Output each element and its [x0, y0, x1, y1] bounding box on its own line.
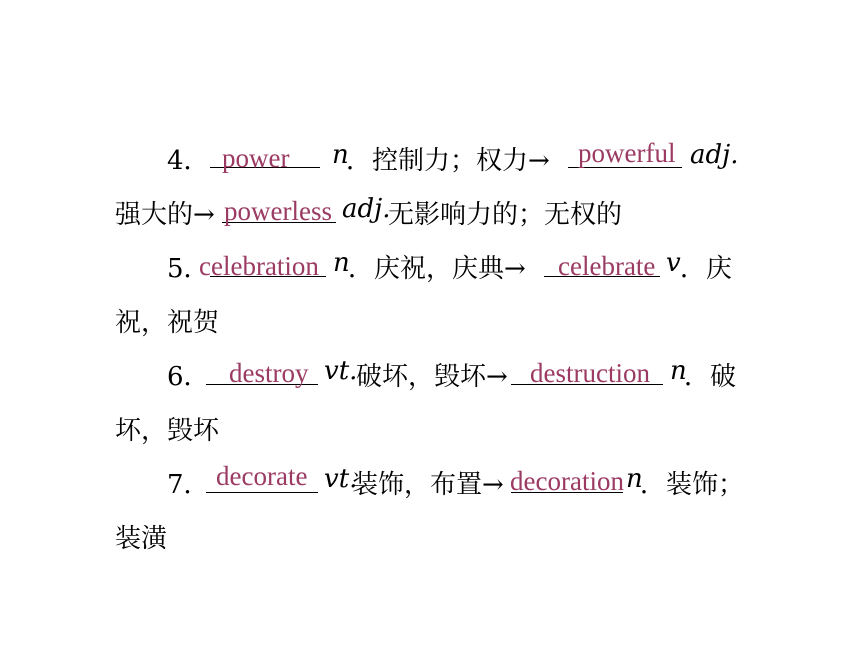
answer-text: destruction	[530, 358, 650, 388]
definition: 破坏，毁坏→	[356, 362, 508, 392]
part-of-speech: v	[666, 248, 681, 278]
answer-blank	[206, 492, 318, 493]
answer-text: power	[222, 143, 290, 173]
part-of-speech: adj.	[690, 140, 739, 170]
answer-text: decorate	[216, 461, 308, 491]
definition: ．庆	[680, 254, 733, 284]
definition: 无影响力的；无权的	[388, 200, 623, 230]
definition: ．装饰；	[640, 470, 745, 500]
definition: ．控制力；权力→	[346, 146, 550, 176]
definition: 装饰，布置→	[352, 470, 504, 500]
part-of-speech: n	[626, 464, 643, 494]
definition: 装潢	[115, 524, 168, 554]
part-of-speech: n	[670, 356, 687, 386]
answer-text: destroy	[229, 358, 309, 388]
definition: 强大的→	[115, 200, 215, 230]
part-of-speech: n	[332, 140, 349, 170]
part-of-speech: adj.	[342, 194, 391, 224]
definition: ．庆祝，庆典→	[348, 254, 526, 284]
answer-text: powerless	[224, 196, 332, 226]
item-number: 5．	[167, 254, 210, 284]
definition: ．破	[684, 362, 737, 392]
answer-text: celebrate	[558, 251, 656, 281]
answer-text: powerful	[578, 138, 676, 168]
part-of-speech: vt.	[324, 356, 358, 386]
part-of-speech: vt.	[324, 464, 358, 494]
part-of-speech: n	[333, 248, 350, 278]
item-number: 7．	[167, 470, 210, 500]
answer-text: decoration	[510, 466, 624, 496]
definition: 祝，祝贺	[115, 308, 220, 338]
item-number: 4．	[167, 146, 210, 176]
item-number: 6．	[167, 362, 210, 392]
definition: 坏，毁坏	[115, 416, 220, 446]
answer-text: celebration	[199, 251, 319, 281]
